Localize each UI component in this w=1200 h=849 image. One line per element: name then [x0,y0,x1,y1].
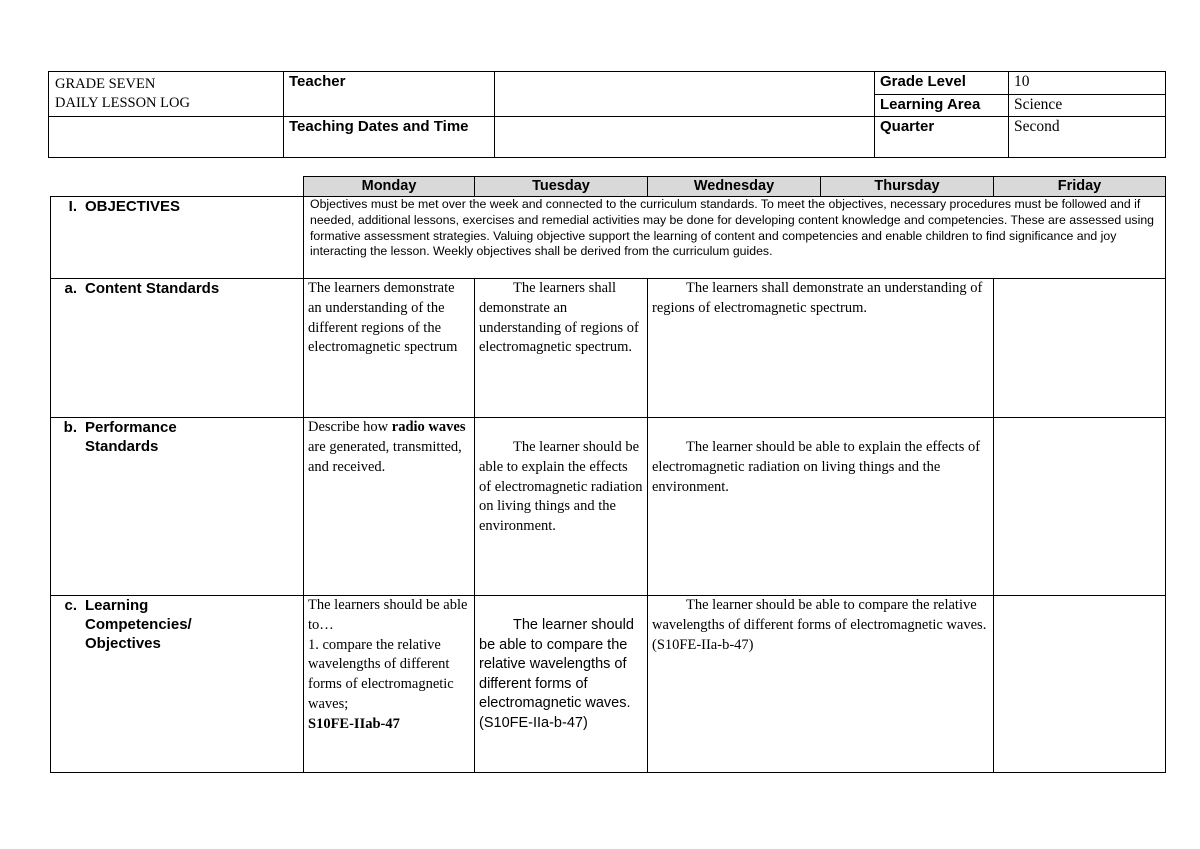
content-standards-wed-thu-text: The learners shall demonstrate an understanding of regions of electromagnetic spectrum. [652,280,983,316]
content-standards-row [51,279,1166,418]
log-title-line2: DAILY LESSON LOG [55,95,190,111]
performance-standards-friday [994,418,1166,596]
content-standards-label [51,279,304,418]
grade-level-label: Grade Level [875,72,1009,95]
performance-standards-title-line1: Performance [85,419,177,436]
teaching-dates-label: Teaching Dates and Time [284,117,495,158]
learning-competencies-tuesday-text: The learner should be able to compare the relative wavelengths of different forms of electromagnetic waves. (S10FE-IIa-b-47) [479,617,634,731]
learning-competencies-friday [994,596,1166,773]
learning-competencies-wed-thu [648,596,994,773]
day-tuesday: Tuesday [475,177,648,197]
learning-monday-intro: The learners should be able to… [308,597,468,633]
objectives-num: I. [68,198,77,215]
corner-blank [51,177,304,197]
performance-standards-tuesday [475,418,648,596]
content-standards-monday: The learners demonstrate an understanding of the different regions of the electromagnetic spectrum [304,279,475,418]
performance-monday-post: are generated, transmitted, and received. [308,438,462,475]
day-wednesday: Wednesday [648,177,821,197]
log-title [49,72,284,117]
lesson-table [50,176,1165,773]
teaching-dates-field[interactable] [495,117,875,158]
learning-competencies-title-line2: Competencies/ [85,616,192,633]
learning-competencies-title-line3: Objectives [85,635,161,652]
learning-monday-item: 1. compare the relative wavelengths of different forms of electromagnetic waves; [308,636,454,712]
content-standards-friday [994,279,1166,418]
learning-monday-code: S10FE-IIab-47 [308,715,400,732]
content-standards-tuesday [475,279,648,418]
learning-competencies-title [85,596,192,653]
log-title-line1: GRADE SEVEN [55,76,156,92]
header-table [48,71,1165,157]
objectives-row [51,197,1166,279]
day-thursday: Thursday [821,177,994,197]
objectives-label [51,197,304,279]
performance-standards-monday [304,418,475,596]
learning-area-label: Learning Area [875,95,1009,117]
title-spacer [49,117,284,158]
performance-standards-title [85,418,177,456]
performance-standards-row [51,418,1166,596]
teacher-label: Teacher [284,72,495,117]
learning-competencies-title-line1: Learning [85,597,149,614]
learning-competencies-monday [304,596,475,773]
content-standards-tuesday-text: The learners shall demonstrate an understanding of regions of electromagnetic spectrum. [479,280,639,356]
learning-competencies-tuesday [475,596,648,773]
day-friday: Friday [994,177,1166,197]
content-standards-num: a. [64,280,77,297]
performance-standards-wed-thu [648,418,994,596]
learning-competencies-label [51,596,304,773]
objectives-text: Objectives must be met over the week and connected to the curriculum standards. To meet the objectives, necessary procedures must be followed and if needed, additional lessons, exercises and remedial activities may be done for developing content knowledge and competencies. These are assessed using formative assessment strategies. Valuing objective support the learning of content and competencies and enable children to find significance and joy interacting the lesson. Weekly objectives shall be derived from the curriculum guides. [304,197,1166,279]
quarter-value[interactable]: Second [1009,117,1166,158]
performance-standards-num: b. [63,419,77,436]
day-header-row [51,177,1166,197]
learning-competencies-row [51,596,1166,773]
performance-standards-tuesday-text: The learner should be able to explain the effects of electromagnetic radiation on living things and the environment. [479,439,643,535]
content-standards-title: Content Standards [85,280,220,297]
learning-area-value[interactable]: Science [1009,95,1166,117]
teacher-field[interactable] [495,72,875,117]
performance-standards-wed-thu-text: The learner should be able to explain the effects of electromagnetic radiation on living things and the environment. [652,439,981,495]
objectives-title: OBJECTIVES [85,198,181,215]
performance-monday-bold: radio waves [391,419,466,435]
learning-competencies-num: c. [64,597,77,614]
performance-standards-label [51,418,304,596]
learning-competencies-wed-thu-text: The learner should be able to compare the relative wavelengths of different forms of electromagnetic waves. (S10FE-IIa-b-47) [652,597,987,653]
performance-monday-pre: Describe how [308,419,392,435]
performance-standards-title-line2: Standards [85,438,159,455]
day-monday: Monday [304,177,475,197]
content-standards-wed-thu [648,279,994,418]
quarter-label: Quarter [875,117,1009,158]
grade-level-value[interactable]: 10 [1009,72,1166,95]
